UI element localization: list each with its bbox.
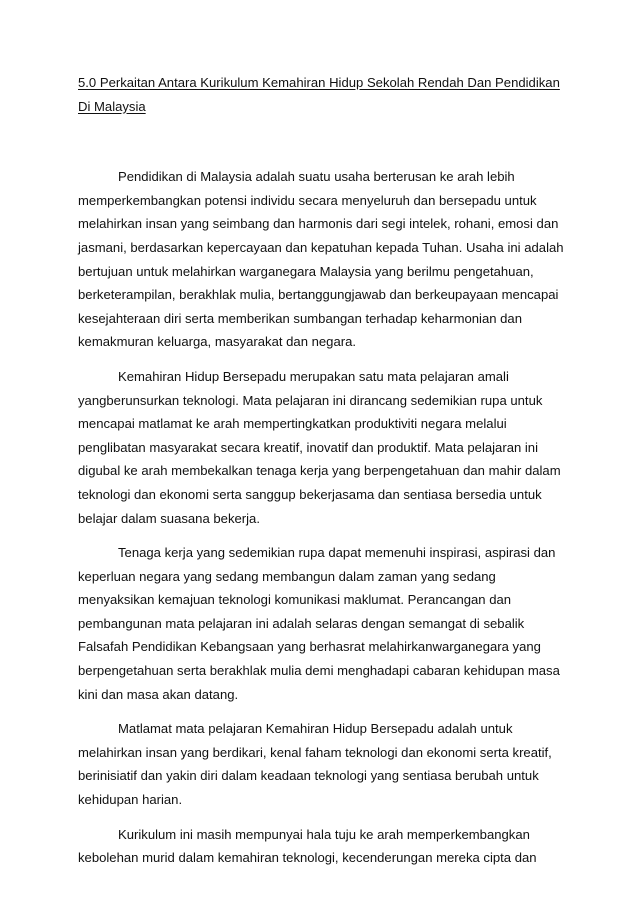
paragraph-line: melahirkan insan yang berdikari, kenal faham teknologi dan ekonomi serta kreatif, bbox=[78, 744, 552, 760]
paragraph-line: melahirkan insan yang seimbang dan harmonis dari segi intelek, rohani, emosi dan bbox=[78, 216, 559, 232]
paragraph-line: kini dan masa akan datang. bbox=[78, 686, 239, 702]
paragraph-line: kehidupan harian. bbox=[78, 792, 183, 808]
paragraph-line: Kemahiran Hidup Bersepadu merupakan satu mata pelajaran amali bbox=[118, 368, 509, 384]
paragraph-line: Kurikulum ini masih mempunyai hala tuju ke arah memperkembangkan bbox=[118, 826, 530, 842]
paragraph-line: bertujuan untuk melahirkan warganegara Malaysia yang berilmu pengetahuan, bbox=[78, 263, 534, 279]
paragraph-line: belajar dalam suasana bekerja. bbox=[78, 510, 260, 526]
heading-spacer bbox=[78, 118, 564, 165]
paragraph-line: jasmani, berdasarkan kepercayaan dan kepatuhan kepada Tuhan. Usaha ini adalah bbox=[78, 239, 564, 255]
paragraph-line: berketerampilan, berakhlak mulia, bertanggungjawab dan berkeupayaan mencapai bbox=[78, 287, 559, 303]
paragraph-line: Matlamat mata pelajaran Kemahiran Hidup Bersepadu adalah untuk bbox=[118, 721, 513, 737]
paragraph-line: Tenaga kerja yang sedemikian rupa dapat memenuhi inspirasi, aspirasi dan bbox=[118, 545, 556, 561]
paragraph-line: pembangunan mata pelajaran ini adalah selaras dengan semangat di sebalik bbox=[78, 615, 525, 631]
paragraph-4 bbox=[78, 717, 564, 811]
paragraph-line: mencapai matlamat ke arah mempertingkatkan produktiviti negara melalui bbox=[78, 416, 507, 432]
heading-line: Di Malaysia bbox=[78, 98, 146, 114]
paragraph-line: berpengetahuan serta berakhlak mulia demi menghadapi cabaran kehidupan masa bbox=[78, 663, 560, 679]
paragraph-line: penglibatan masyarakat secara kreatif, inovatif dan produktif. Mata pelajaran ini bbox=[78, 439, 538, 455]
paragraph-line: teknologi dan ekonomi serta sanggup bekerjasama dan sentiasa bersedia untuk bbox=[78, 486, 542, 502]
paragraph-3 bbox=[78, 541, 564, 706]
paragraph-line: Pendidikan di Malaysia adalah suatu usaha berterusan ke arah lebih bbox=[118, 169, 515, 185]
paragraph-line: kemakmuran keluarga, masyarakat dan negara. bbox=[78, 334, 357, 350]
heading-line: 5.0 Perkaitan Antara Kurikulum Kemahiran Hidup Sekolah Rendah Dan Pendidikan bbox=[78, 75, 560, 90]
paragraph-line: digubal ke arah membekalkan tenaga kerja yang berpengetahuan dan mahir dalam bbox=[78, 463, 561, 479]
paragraph-5 bbox=[78, 823, 564, 870]
section-heading bbox=[78, 71, 564, 118]
paragraph-1 bbox=[78, 165, 564, 354]
paragraph-line: yangberunsurkan teknologi. Mata pelajaran ini dirancang sedemikian rupa untuk bbox=[78, 392, 543, 408]
paragraph-line: berinisiatif dan yakin diri dalam keadaan teknologi yang sentiasa berubah untuk bbox=[78, 768, 539, 784]
document-content bbox=[78, 71, 564, 881]
paragraph-line: keperluan negara yang sedang membangun dalam zaman yang sedang bbox=[78, 568, 496, 584]
paragraph-2 bbox=[78, 365, 564, 530]
paragraph-line: Falsafah Pendidikan Kebangsaan yang berhasrat melahirkanwarganegara yang bbox=[78, 639, 541, 655]
paragraph-line: memperkembangkan potensi individu secara menyeluruh dan bersepadu untuk bbox=[78, 192, 537, 208]
paragraph-line: kebolehan murid dalam kemahiran teknologi, kecenderungan mereka cipta dan bbox=[78, 850, 537, 866]
paragraph-line: kesejahteraan diri serta memberikan sumbangan terhadap keharmonian dan bbox=[78, 310, 522, 326]
paragraph-line: menyaksikan kemajuan teknologi komunikasi maklumat. Perancangan dan bbox=[78, 592, 512, 608]
